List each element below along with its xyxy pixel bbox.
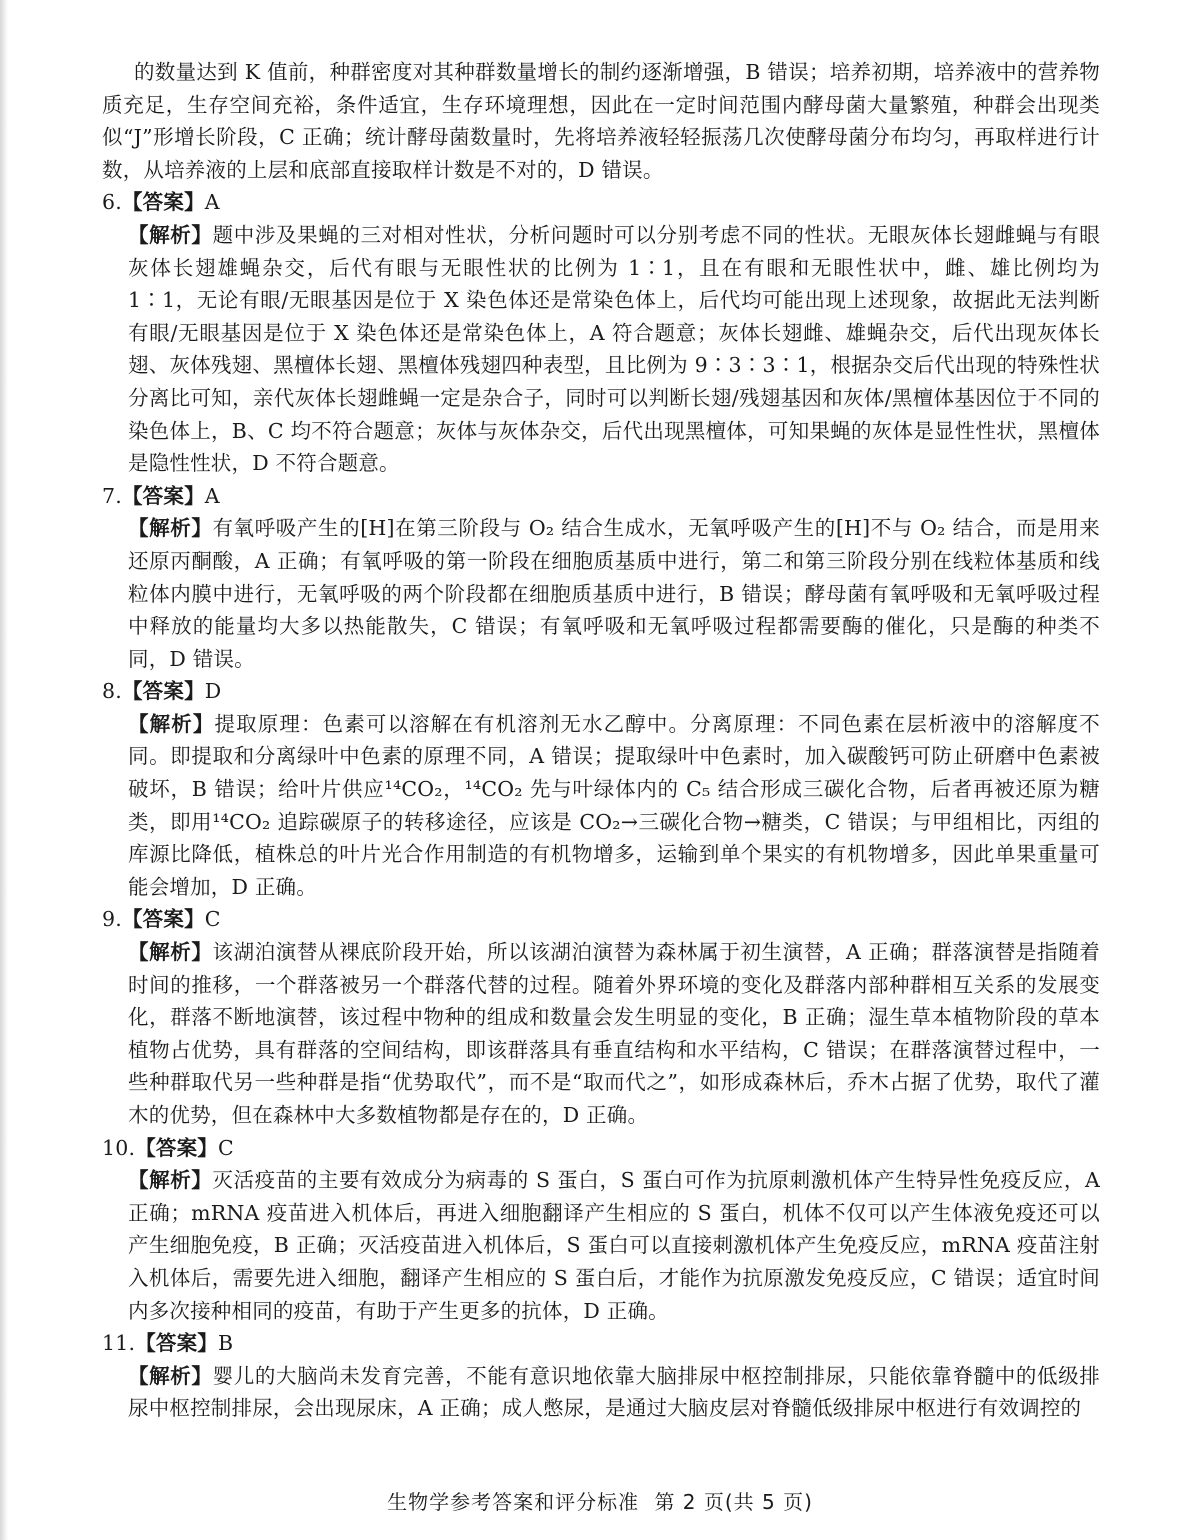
question-number: 8. <box>102 679 122 704</box>
analysis-tag: 【解析】 <box>128 516 213 541</box>
question-9 <box>102 903 1100 1131</box>
answer-line <box>102 186 1100 219</box>
answer-tag: 【答案】 <box>121 483 205 508</box>
answer-value: C <box>204 907 221 932</box>
page-number: 第 2 页(共 5 页) <box>654 1490 813 1514</box>
answer-value: C <box>218 1135 234 1160</box>
analysis-paragraph <box>128 512 1100 675</box>
analysis-tag: 【解析】 <box>128 222 213 247</box>
answer-tag: 【答案】 <box>121 190 205 215</box>
question-11 <box>102 1327 1100 1425</box>
analysis-paragraph <box>128 219 1100 480</box>
answer-line <box>102 675 1100 708</box>
analysis-text: 提取原理：色素可以溶解在有机溶剂无水乙醇中。分离原理：不同色素在层析液中的溶解度不同。即提取和分离绿叶中色素的原理不同，A 错误；提取绿叶中色素时，加入碳酸钙可防止研磨中色素被破坏，B 错误；给叶片供应¹⁴CO₂，¹⁴CO₂ 先与叶绿体内的 C₅ 结合形成三碳化合物，后者再被还原为糖类，即用¹⁴CO₂ 追踪碳原子的转移途径，应该是 CO₂→三碳化合物→糖类，C 错误；与甲组相比，丙组的库源比降低，植株总的叶片光合作用制造的有机物增多，运输到单个果实的有机物增多，因此单果重量可能会增加，D 正确。 <box>128 711 1100 899</box>
answer-line <box>102 1132 1100 1165</box>
answer-tag: 【答案】 <box>121 679 205 704</box>
analysis-paragraph <box>128 936 1100 1132</box>
footer-title: 生物学参考答案和评分标准 <box>387 1490 640 1514</box>
analysis-tag: 【解析】 <box>128 940 213 965</box>
analysis-tag: 【解析】 <box>128 1363 213 1388</box>
analysis-text: 有氧呼吸产生的[H]在第三阶段与 O₂ 结合生成水，无氧呼吸产生的[H]不与 O₂ 结合，而是用来还原丙酮酸，A 正确；有氧呼吸的第一阶段在细胞质基质中进行，第二和第三阶段分别在线粒体基质和线粒体内膜中进行，无氧呼吸的两个阶段都在细胞质基质中进行，B 错误；酵母菌有氧呼吸和无氧呼吸过程中释放的能量均大多以热能散失，C 错误；有氧呼吸和无氧呼吸过程都需要酶的催化，只是酶的种类不同，D 错误。 <box>128 516 1100 671</box>
analysis-tag: 【解析】 <box>128 711 215 736</box>
analysis-text: 题中涉及果蝇的三对相对性状，分析问题时可以分别考虑不同的性状。无眼灰体长翅雌蝇与有眼灰体长翅雄蝇杂交，后代有眼与无眼性状的比例为 1∶1，且在有眼和无眼性状中，雌、雄比例均为 1∶1，无论有眼/无眼基因是位于 X 染色体还是常染色体上，后代均可能出现上述现象，故据此无法判断有眼/无眼基因是位于 X 染色体还是常染色体上，A 符合题意；灰体长翅雌、雄蝇杂交，后代出现灰体长翅、灰体残翅、黑檀体长翅、黑檀体残翅四种表型，且比例为 9∶3∶3∶1，根据杂交后代出现的特殊性状分离比可知，亲代灰体长翅雌蝇一定是杂合子，同时可以判断长翅/残翅基因和灰体/黑檀体基因位于不同的染色体上，B、C 均不符合题意；灰体与灰体杂交，后代出现黑檀体，可知果蝇的灰体是显性性状，黑檀体是隐性性状，D 不符合题意。 <box>128 222 1100 476</box>
analysis-paragraph <box>128 1360 1100 1425</box>
answer-line <box>102 480 1100 513</box>
question-number: 11. <box>102 1331 136 1356</box>
analysis-text: 婴儿的大脑尚未发育完善，不能有意识地依靠大脑排尿中枢控制排尿，只能依靠脊髓中的低级排尿中枢控制排尿，会出现尿床，A 正确；成人憋尿，是通过大脑皮层对脊髓低级排尿中枢进行有效调控的 <box>128 1363 1100 1421</box>
question-number: 6. <box>102 190 122 215</box>
answer-line <box>102 1327 1100 1360</box>
question-number: 10. <box>102 1135 136 1160</box>
analysis-paragraph <box>128 708 1100 904</box>
answer-value: D <box>204 679 222 704</box>
question-10 <box>102 1132 1100 1328</box>
answer-line <box>102 903 1100 936</box>
intro-paragraph: 的数量达到 K 值前，种群密度对其种群数量增长的制约逐渐增强，B 错误；培养初期，培养液中的营养物质充足，生存空间充裕，条件适宜，生存环境理想，因此在一定时间范围内酵母菌大量繁殖，种群会出现类似“J”形增长阶段，C 正确；统计酵母菌数量时，先将培养液轻轻振荡几次使酵母菌分布均匀，再取样进行计数，从培养液的上层和底部直接取样计数是不对的，D 错误。 <box>102 60 1100 182</box>
answer-value: B <box>218 1331 234 1356</box>
page-footer <box>0 1486 1200 1515</box>
question-8 <box>102 675 1100 903</box>
analysis-text: 灭活疫苗的主要有效成分为病毒的 S 蛋白，S 蛋白可作为抗原刺激机体产生特异性免疫反应，A 正确；mRNA 疫苗进入机体后，再进入细胞翻译产生相应的 S 蛋白，机体不仅可以产生体液免疫还可以产生细胞免疫，B 正确；灭活疫苗进入机体后，S 蛋白可以直接刺激机体产生免疫反应，mRNA 疫苗注射入机体后，需要先进入细胞，翻译产生相应的 S 蛋白后，才能作为抗原激发免疫反应，C 错误；适宜时间内多次接种相同的疫苗，有助于产生更多的抗体，D 正确。 <box>128 1168 1100 1323</box>
answer-tag: 【答案】 <box>135 1331 219 1356</box>
analysis-paragraph <box>128 1164 1100 1327</box>
question-number: 9. <box>102 907 122 932</box>
question-6 <box>102 186 1100 479</box>
analysis-text: 该湖泊演替从裸底阶段开始，所以该湖泊演替为森林属于初生演替，A 正确；群落演替是指随着时间的推移，一个群落被另一个群落代替的过程。随着外界环境的变化及群落内部种群相互关系的发展变化，群落不断地演替，该过程中物种的组成和数量会发生明显的变化，B 正确；湿生草本植物阶段的草本植物占优势，具有群落的空间结构，即该群落具有垂直结构和水平结构，C 错误；在群落演替过程中，一些种群取代另一些种群是指“优势取代”，而不是“取而代之”，如形成森林后，乔木占据了优势，取代了灌木的优势，但在森林中大多数植物都是存在的，D 正确。 <box>128 940 1100 1127</box>
analysis-tag: 【解析】 <box>128 1168 213 1193</box>
question-number: 7. <box>102 483 122 508</box>
answer-value: A <box>204 190 220 215</box>
answer-tag: 【答案】 <box>121 907 205 932</box>
question-7 <box>102 480 1100 676</box>
answer-value: A <box>204 483 220 508</box>
answer-tag: 【答案】 <box>135 1135 219 1160</box>
